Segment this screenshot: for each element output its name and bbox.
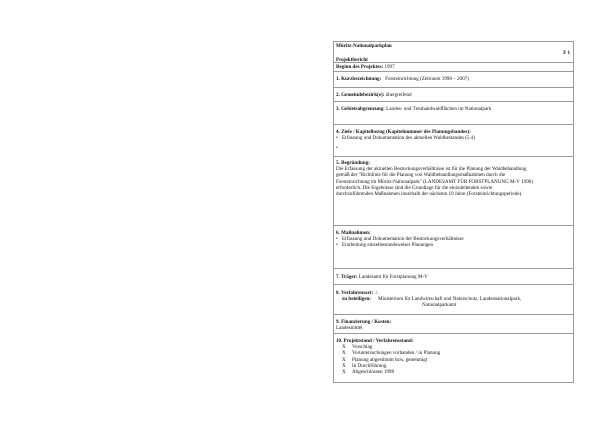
section-9-label: 9. Finanzierung / Kosten: bbox=[336, 319, 392, 325]
section-5-label: 5. Begründung: bbox=[336, 160, 370, 166]
section-8-value: ./. bbox=[374, 290, 379, 296]
section-10 bbox=[334, 334, 573, 382]
project-start-row bbox=[334, 63, 573, 72]
status-text: In Durchführung bbox=[352, 362, 387, 369]
form-header bbox=[334, 42, 573, 63]
section-4-item bbox=[336, 145, 571, 151]
status-mark: X bbox=[342, 350, 346, 357]
section-3-value: Landes- und Treuhandwaldflächen im Nationalpark bbox=[386, 106, 492, 112]
section-10-label: 10. Projektstand / Verfahrensstand: bbox=[336, 338, 414, 344]
status-text: Planung abgestimmt bzw. genehmigt bbox=[352, 356, 428, 363]
section-6-label: 6. Maßnahmen: bbox=[336, 230, 371, 236]
section-5-line: Die Erfassung der aktuellen Bestockungsverhältnisse ist für die Planung der Waldbehandlung bbox=[336, 166, 527, 173]
status-mark: X bbox=[342, 369, 346, 376]
section-3-label: 3. Gebietsabgrenzung: bbox=[336, 106, 385, 112]
status-text: Voruntersuchungen vorhanden / in Planung bbox=[352, 350, 441, 357]
status-mark: X bbox=[342, 356, 346, 363]
section-1-value: Forsteinrichtung (Zeitraum 1998 – 2007) bbox=[385, 76, 469, 82]
status-item bbox=[336, 369, 571, 375]
section-5-line: gemäß der "Richtlinie für die Planung von Waldbehandlungsmaßnahmen durch die bbox=[336, 172, 506, 179]
section-8 bbox=[334, 285, 573, 315]
section-2-value: übergreifend bbox=[385, 92, 412, 98]
project-code: F 1 bbox=[563, 50, 570, 56]
project-report-form bbox=[333, 41, 574, 383]
section-8-label: 8. Verfahrensart: bbox=[336, 290, 374, 296]
project-start-label: Beginn des Projektes: bbox=[336, 64, 384, 70]
section-7-value: Landesamt für Forstplanung M-V bbox=[358, 274, 428, 280]
section-4-label: 4. Ziele / Kapitelbezug (Kapitelnummer des Planungsbandes): bbox=[336, 129, 471, 135]
section-5-line: erforderlich. Die Ergebnisse sind die Grundlage für die einzuleitenden sowie bbox=[336, 184, 493, 191]
section-4 bbox=[334, 125, 573, 157]
section-5-line: Forsteinrichtung im Müritz-Nationalpark" (LANDESAMT FÜR FORSTPLANUNG M-V 1996) bbox=[336, 178, 534, 185]
section-7-label: 7. Träger: bbox=[336, 274, 358, 280]
section-3 bbox=[334, 102, 573, 125]
section-1-label: 1. Kurzbezeichnung: bbox=[336, 76, 382, 82]
section-4-item: • Erfassung und Dokumentation des aktuellen Waldbestandes (5.4) bbox=[336, 135, 571, 141]
section-9-value: Landesmittel bbox=[336, 325, 363, 332]
status-mark: X bbox=[342, 344, 346, 351]
section-6-item: • Erfassung und Dokumentation der Bestockungsverhältnisse bbox=[336, 236, 571, 242]
plan-title: Müritz-Nationalparkplan bbox=[336, 43, 392, 49]
section-9 bbox=[334, 315, 573, 334]
section-8-participants: Ministerium für Landwirtschaft und Naturschutz, Landesnationalpark, bbox=[378, 296, 522, 303]
section-5-line: durchzuführenden Maßnahmen innerhalb der nächsten 10 Jahre (Forsteinrichtungsperiode). bbox=[336, 191, 523, 198]
section-8-sublabel: zu beteiligen: bbox=[342, 296, 372, 303]
status-text: Vorschlag bbox=[352, 344, 373, 351]
section-1 bbox=[334, 72, 573, 88]
section-2-label: 2. Gemeindebezirk(e): bbox=[336, 92, 385, 98]
status-text: Abgeschlossen 1998 bbox=[352, 369, 395, 376]
section-5 bbox=[334, 157, 573, 226]
project-start-value: 1997 bbox=[384, 64, 395, 70]
report-subtitle: Projektbericht bbox=[336, 57, 368, 63]
section-6 bbox=[334, 226, 573, 269]
section-6-item: • Erarbeitung einzelbestandsweiser Planungen bbox=[336, 242, 571, 248]
status-mark: X bbox=[342, 362, 346, 369]
section-8-participants-cont: Nationalparkamt bbox=[422, 302, 457, 309]
section-7 bbox=[334, 269, 573, 285]
section-2 bbox=[334, 88, 573, 102]
